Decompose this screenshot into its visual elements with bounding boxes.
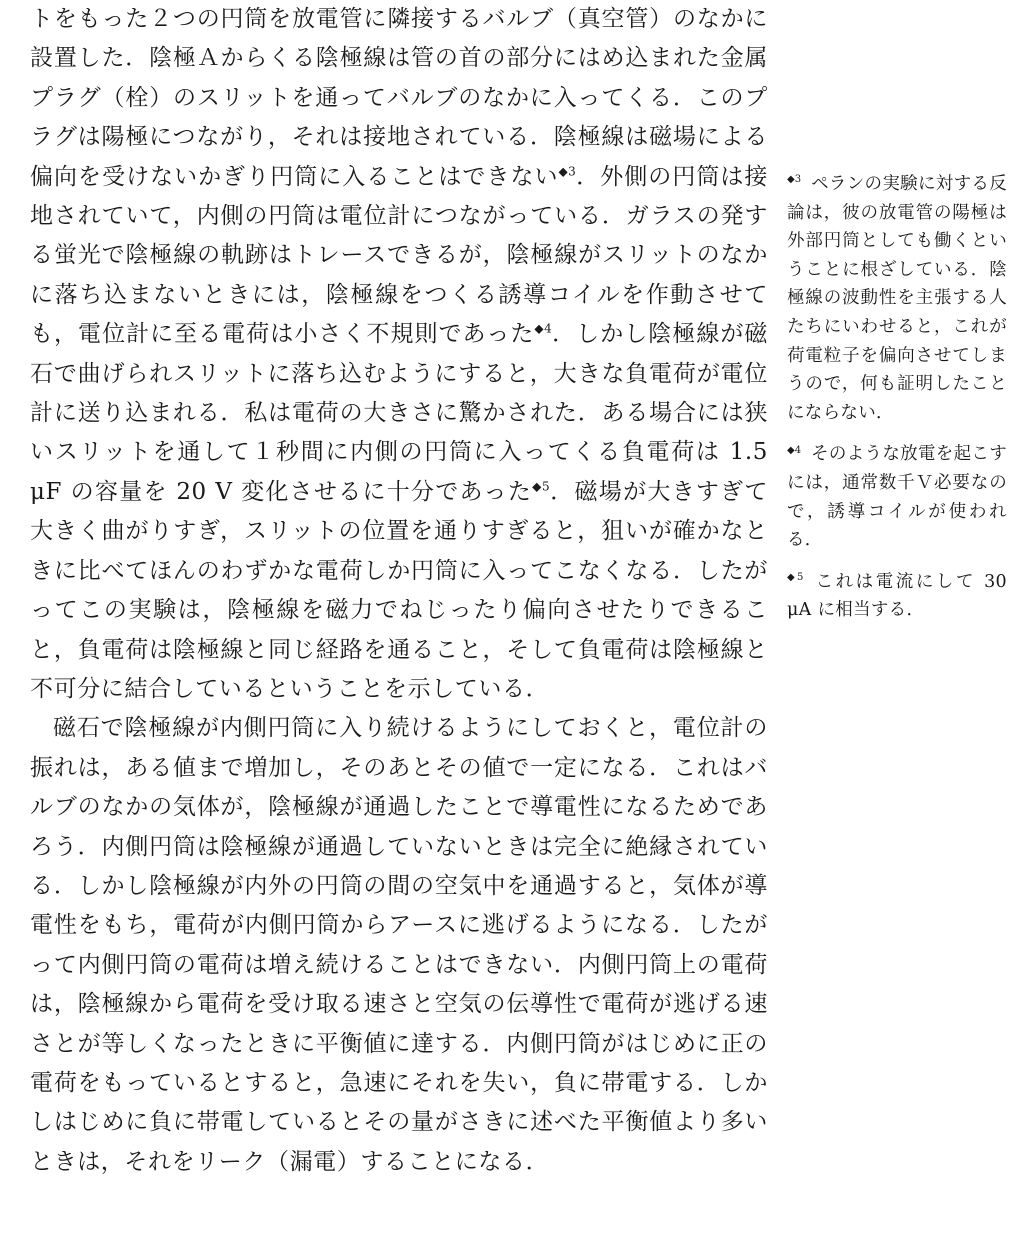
side-note-5 [787,568,1007,625]
side-note-3 [787,170,1007,427]
note-ref-3: ◆3 [558,163,576,178]
side-notes-column [787,170,1007,638]
side-note-4-mark: ◆4 [787,444,802,456]
paragraph-1 [30,0,768,709]
side-note-4-text: そのような放電を起こすには，通常数千Ｖ必要なので，誘導コイルが使われる． [787,444,1007,551]
paragraph-1-part-3: ．しかし陰極線が磁石で曲げられスリットに落ち込むようにすると，大きな負電荷が電位計に送り込まれる．私は電荷の大きさに驚かされた．ある場合には狭いスリットを通して１秒間に内側の円筒に入ってくる負電荷は 1.5 μF の容量を 20 V 変化させるに十分であった [30,321,768,505]
paragraph-1-part-1: トをもった２つの円筒を放電管に隣接するバルブ（真空管）のなかに設置した．陰極Ａからくる陰極線は管の首の部分にはめ込まれた金属プラグ（栓）のスリットを通ってバルブのなかに入ってくる．このプラグは陽極につながり，それは接地されている．陰極線は磁場による偏向を受けないかぎり円筒に入ることはできない [30,6,768,190]
paragraph-1-part-2: ．外側の円筒は接地されていて，内側の円筒は電位計につながっている．ガラスの発する蛍光で陰極線の軌跡はトレースできるが，陰極線がスリットのなかに落ち込まないときには，陰極線をつくる誘導コイルを作動させても，電位計に至る電荷は小さく不規則であった [30,163,768,348]
note-ref-5: ◆5 [532,479,550,494]
side-note-4 [787,440,1007,554]
paragraph-1-part-4: ．磁場が大きすぎて大きく曲がりすぎ，スリットの位置を通りすぎると，狙いが確かなときに比べてほんのわずかな電荷しか円筒に入ってこなくなる．したがってこの実験は，陰極線を磁力でねじったり偏向させたりできること，負電荷は陰極線と同じ経路を通ること，そして負電荷は陰極線と不可分に結合しているということを示している． [30,478,768,702]
main-text-column [30,0,768,1182]
side-note-5-text: これは電流にして 30 μA に相当する． [787,571,1007,621]
paragraph-2: 磁石で陰極線が内側円筒に入り続けるようにしておくと，電位計の振れは，ある値まで増加し，そのあとその値で一定になる．これはバルブのなかの気体が，陰極線が通過したことで導電性になるためであろう．内側円筒は陰極線が通過していないときは完全に絶縁されている．しかし陰極線が内外の円筒の間の空気中を通過すると，気体が導電性をもち，電荷が内側円筒からアースに逃げるようになる．したがって内側円筒の電荷は増え続けることはできない．内側円筒上の電荷は，陰極線から電荷を受け取る速さと空気の伝導性で電荷が逃げる速さとが等しくなったときに平衡値に達する．内側円筒がはじめに正の電荷をもっているとすると，急速にそれを失い，負に帯電する．しかしはじめに負に帯電しているとその量がさきに述べた平衡値より多いときは，それをリーク（漏電）することになる． [30,715,768,1175]
note-ref-4: ◆4 [534,321,552,336]
side-note-3-text: ペランの実験に対する反論は，彼の放電管の陽極は外部円筒としても働くということに根ざしている．陰極線の波動性を主張する人たちにいわせると，これが荷電粒子を偏向させてしまうので，何も証明したことにならない． [787,174,1007,423]
side-note-3-mark: ◆3 [787,174,802,186]
side-note-5-mark: ◆5 [787,571,804,583]
